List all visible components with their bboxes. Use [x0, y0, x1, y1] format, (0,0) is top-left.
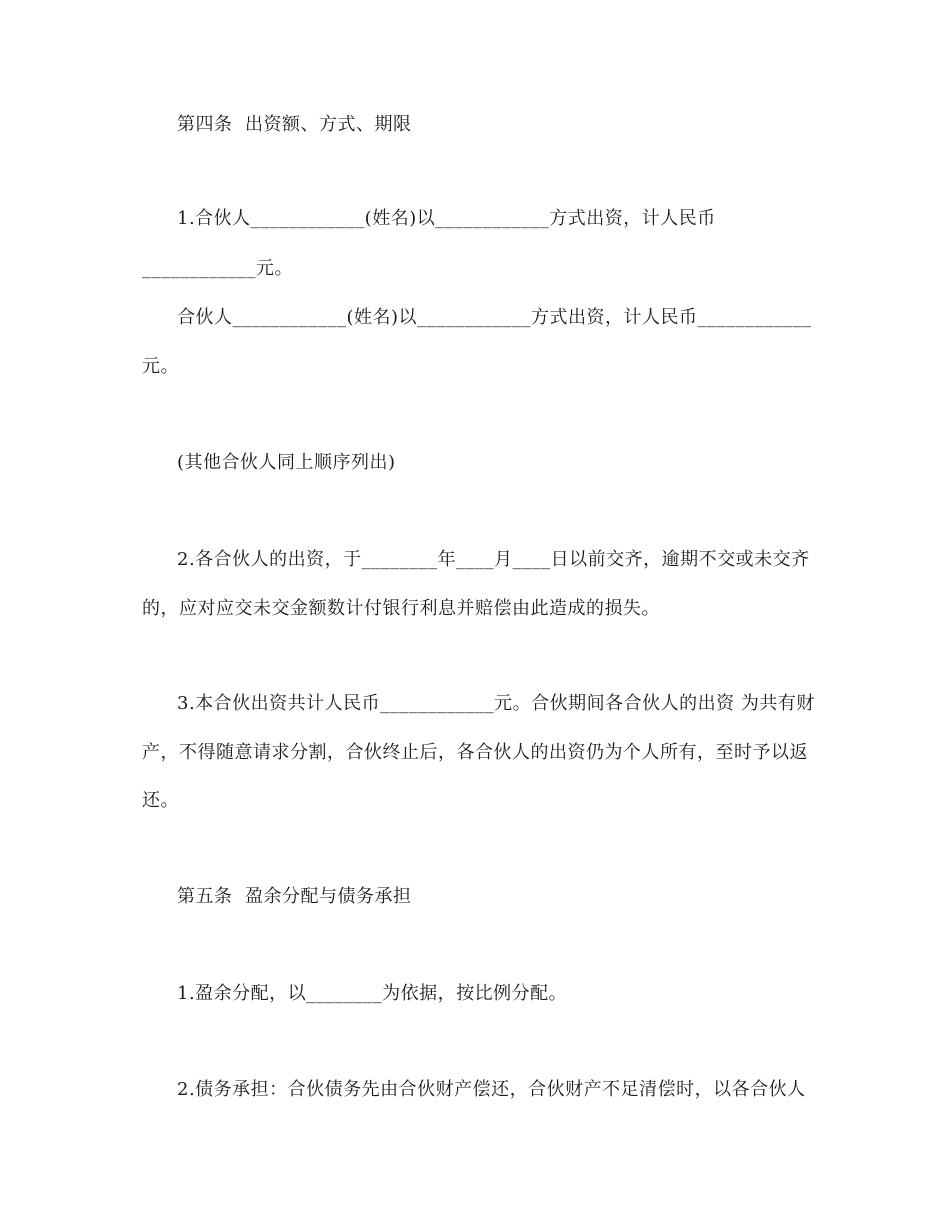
- article-4-item-2-line-1: 2.各合伙人的出资，于________年____月____日以前交齐，逾期不交或未交齐: [177, 549, 810, 570]
- article-4-item-1b-line-2: 元。: [142, 356, 179, 377]
- article-4-item-3-line-1: 3.本合伙出资共计人民币____________元。合伙期间各合伙人的出资 为共有财: [177, 693, 815, 714]
- article-5-heading: 第五条 盈余分配与债务承担: [177, 886, 412, 907]
- article-4-note: (其他合伙人同上顺序列出): [177, 452, 396, 473]
- article-4-item-3-line-3: 还。: [142, 790, 179, 811]
- article-4-item-1b-line-1: 合伙人____________(姓名)以____________方式出资，计人民币____________: [177, 307, 812, 328]
- article-5-item-1: 1.盈余分配，以________为依据，按比例分配。: [177, 983, 568, 1004]
- article-4-heading: 第四条 出资额、方式、期限: [177, 114, 412, 135]
- article-4-item-1-line-2: ____________元。: [142, 258, 293, 279]
- article-4-item-3-line-2: 产，不得随意请求分割，合伙终止后，各合伙人的出资仍为个人所有，至时予以返: [142, 742, 808, 763]
- article-5-item-2-line-1: 2.债务承担：合伙债务先由合伙财产偿还，合伙财产不足清偿时，以各合伙人: [177, 1079, 806, 1100]
- article-4-item-1-line-1: 1.合伙人____________(姓名)以____________方式出资，计人民币: [177, 208, 716, 229]
- article-4-item-2-line-2: 的，应对应交未交金额数计付银行利息并赔偿由此造成的损失。: [142, 598, 660, 619]
